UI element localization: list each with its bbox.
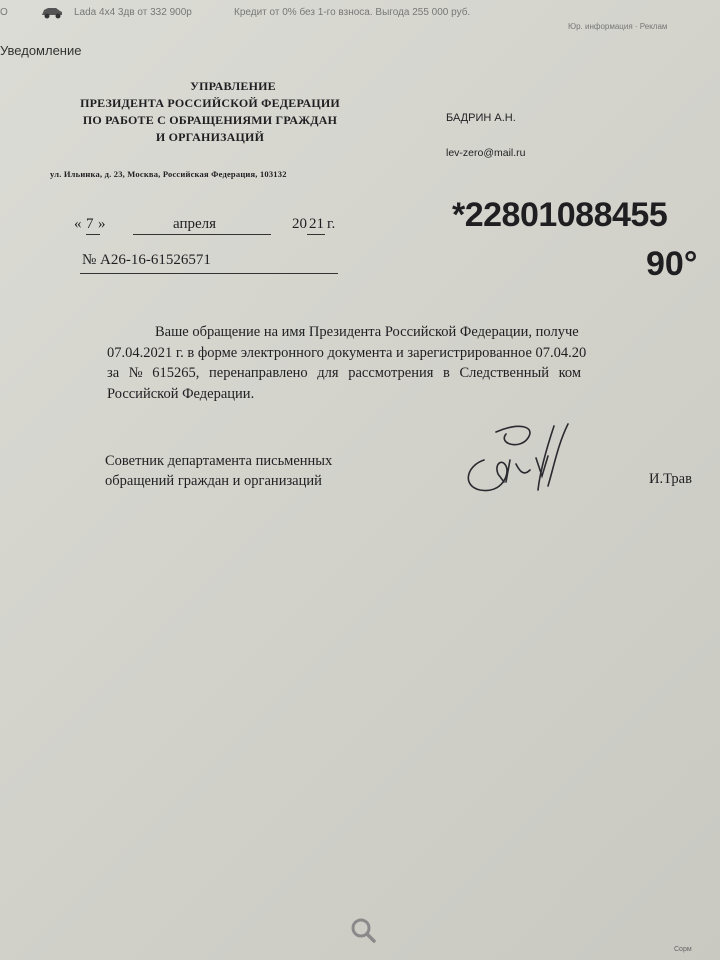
car-icon — [40, 5, 64, 19]
ad-banner[interactable] — [0, 0, 720, 34]
date-open-quote: « — [74, 216, 82, 232]
recipient-name: БАДРИН А.Н. — [446, 112, 516, 124]
body-line: Российской Федерации. — [107, 385, 255, 402]
letterhead-address: ул. Ильинка, д. 23, Москва, Российская Федерация, 103132 — [50, 169, 287, 179]
letterhead — [60, 78, 360, 146]
letterhead-line: ПРЕЗИДЕНТА РОССИЙСКОЙ ФЕДЕРАЦИИ — [80, 96, 340, 110]
signature-image — [458, 420, 578, 496]
date-day-underline — [86, 234, 100, 235]
signatory-title-line: обращений граждан и организаций — [105, 473, 322, 489]
registration-underline — [80, 273, 338, 274]
signatory-title-line: Советник департамента письменных — [105, 453, 333, 469]
date-month: апреля — [173, 216, 217, 232]
ad-car-label[interactable]: Lada 4x4 3дв от 332 900р — [74, 7, 192, 18]
body-line: за № 615265, перенаправлено для рассмотрения в Следственный ком — [107, 365, 582, 381]
letterhead-line: ПО РАБОТЕ С ОБРАЩЕНИЯМИ ГРАЖДАН — [82, 113, 338, 127]
letter-body — [107, 322, 703, 404]
date-year-suffix: 21 — [309, 216, 324, 232]
letterhead-line: И ОРГАНИЗАЦИЙ — [155, 130, 265, 144]
recipient-email: lev-zero@mail.ru — [446, 147, 526, 159]
barcode-suffix: 90° — [646, 245, 698, 283]
signatory-title — [105, 451, 332, 491]
date-year-abbr: г. — [327, 216, 336, 232]
ad-corner-glyph: О — [0, 7, 8, 18]
date-year-underline — [307, 234, 325, 235]
zoom-icon[interactable] — [348, 915, 378, 945]
date-day: 7 — [86, 216, 94, 232]
corner-text: Сорм — [674, 946, 692, 953]
date-year-prefix: 20 — [292, 216, 307, 232]
body-line: 07.04.2021 г. в форме электронного документа и зарегистрированное 07.04.20 — [107, 344, 587, 361]
notice-label: Уведомление — [0, 43, 82, 58]
date-month-underline — [133, 234, 271, 235]
ad-legal-text[interactable]: Юр. информация · Реклам — [568, 22, 668, 31]
registration-number: № А26-16-61526571 — [82, 252, 211, 268]
body-line: Ваше обращение на имя Президента Российской Федерации, получе — [155, 324, 579, 340]
letterhead-line: УПРАВЛЕНИЕ — [190, 79, 276, 93]
ad-credit-text[interactable]: Кредит от 0% без 1-го взноса. Выгода 255 000 руб. — [234, 7, 471, 18]
date-close-quote: » — [98, 216, 106, 232]
signer-name: И.Трав — [649, 471, 692, 487]
barcode-number: *22801088455 — [452, 196, 668, 234]
